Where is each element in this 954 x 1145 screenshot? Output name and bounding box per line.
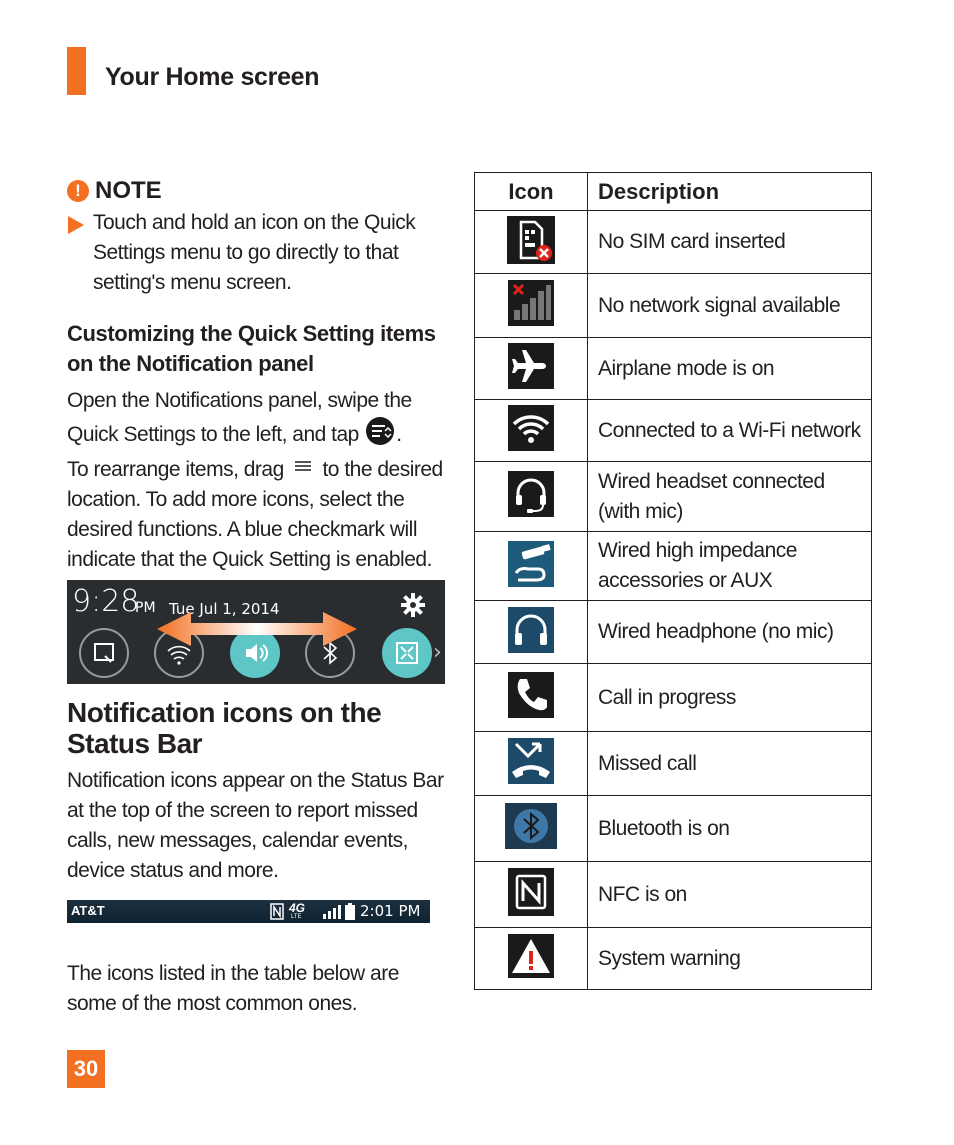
airplane-icon	[508, 343, 554, 394]
swipe-arrow-icon	[157, 612, 357, 651]
table-row	[475, 338, 872, 400]
table-row	[475, 532, 872, 601]
table-row	[475, 274, 872, 338]
wifi-icon	[508, 405, 554, 456]
table-row	[475, 796, 872, 862]
status-bar-screenshot	[67, 900, 430, 923]
table-header-description: Description	[588, 173, 872, 211]
row-description: Wired headset connected (with mic)	[588, 462, 872, 532]
headphones-icon	[508, 607, 554, 658]
customize-text-end: .	[396, 423, 402, 447]
row-description: System warning	[588, 928, 872, 990]
qs-ampm: PM	[135, 600, 156, 616]
network-lte-label: LTE	[291, 914, 302, 920]
signal-bars-icon	[322, 904, 342, 925]
table-header-row	[475, 173, 872, 211]
table-row	[475, 732, 872, 796]
page-header-title: Your Home screen	[105, 63, 320, 91]
table-row	[475, 928, 872, 990]
table-header-icon: Icon	[475, 173, 588, 211]
table-row	[475, 462, 872, 532]
gear-icon	[400, 592, 426, 623]
customize-text-part1: Open the Notifications panel, swipe the Quick Settings to the left, and tap	[67, 389, 412, 447]
customize-text-part2: To rearrange items, drag	[67, 458, 284, 481]
triangle-bullet-icon	[68, 216, 84, 234]
no-signal-icon	[508, 280, 554, 331]
table-row	[475, 601, 872, 664]
icon-table	[474, 172, 872, 990]
note-text: Touch and hold an icon on the Quick Settings menu to go directly to that setting's menu screen.	[93, 211, 416, 294]
row-description: Call in progress	[588, 664, 872, 732]
warning-icon	[508, 934, 554, 983]
row-description: Wired headphone (no mic)	[588, 601, 872, 664]
qs-time: 9:28	[72, 584, 140, 619]
aux-cable-icon	[508, 541, 554, 592]
status-time: 2:01 PM	[360, 902, 421, 920]
no-sim-icon	[507, 216, 555, 269]
nfc-icon	[270, 903, 284, 925]
page-number: 30	[67, 1050, 105, 1088]
row-description: Wired high impedance accessories or AUX	[588, 532, 872, 601]
closing-text: The icons listed in the table below are some of the most common ones.	[67, 962, 399, 1015]
quick-settings-screenshot	[67, 580, 445, 684]
row-description: Missed call	[588, 732, 872, 796]
table-row	[475, 400, 872, 462]
header-accent-bar	[67, 47, 86, 95]
missed-call-icon	[508, 738, 554, 789]
phone-call-icon	[508, 672, 554, 723]
row-description: NFC is on	[588, 862, 872, 928]
qs-edit-button	[382, 628, 432, 678]
chevron-right-icon: ›	[433, 640, 442, 665]
drag-handle-icon	[289, 455, 317, 485]
section-text: Notification icons appear on the Status Bar at the top of the screen to report missed calls, new messages, calendar events, device status and more.	[67, 769, 444, 882]
table-row	[475, 211, 872, 274]
nfc-icon	[508, 868, 554, 921]
battery-icon	[345, 903, 355, 925]
section-title: Notification icons on the Status Bar	[67, 697, 382, 759]
row-description: Connected to a Wi-Fi network	[588, 400, 872, 462]
customize-title: Customizing the Quick Setting items on the Notification panel	[67, 321, 436, 376]
network-4g-label: 4G	[289, 901, 306, 915]
bluetooth-icon	[505, 803, 557, 854]
headset-mic-icon	[508, 471, 554, 522]
row-description: No SIM card inserted	[588, 211, 872, 274]
row-description: Airplane mode is on	[588, 338, 872, 400]
customize-text-part3: to the desired location. To add more icons, select the desired functions. A blue checkmark will indicate that the Quick Setting is enabled.	[67, 458, 443, 572]
exclamation-icon: !	[67, 180, 89, 202]
table-row	[475, 862, 872, 928]
qs-date: Tue Jul 1, 2014	[169, 600, 280, 618]
qs-screen-button	[79, 628, 129, 678]
note-title: NOTE	[95, 177, 162, 204]
table-row	[475, 664, 872, 732]
row-description: No network signal available	[588, 274, 872, 338]
edit-settings-icon	[364, 416, 396, 455]
carrier-label: AT&T	[71, 903, 105, 918]
customize-text	[67, 386, 452, 575]
row-description: Bluetooth is on	[588, 796, 872, 862]
